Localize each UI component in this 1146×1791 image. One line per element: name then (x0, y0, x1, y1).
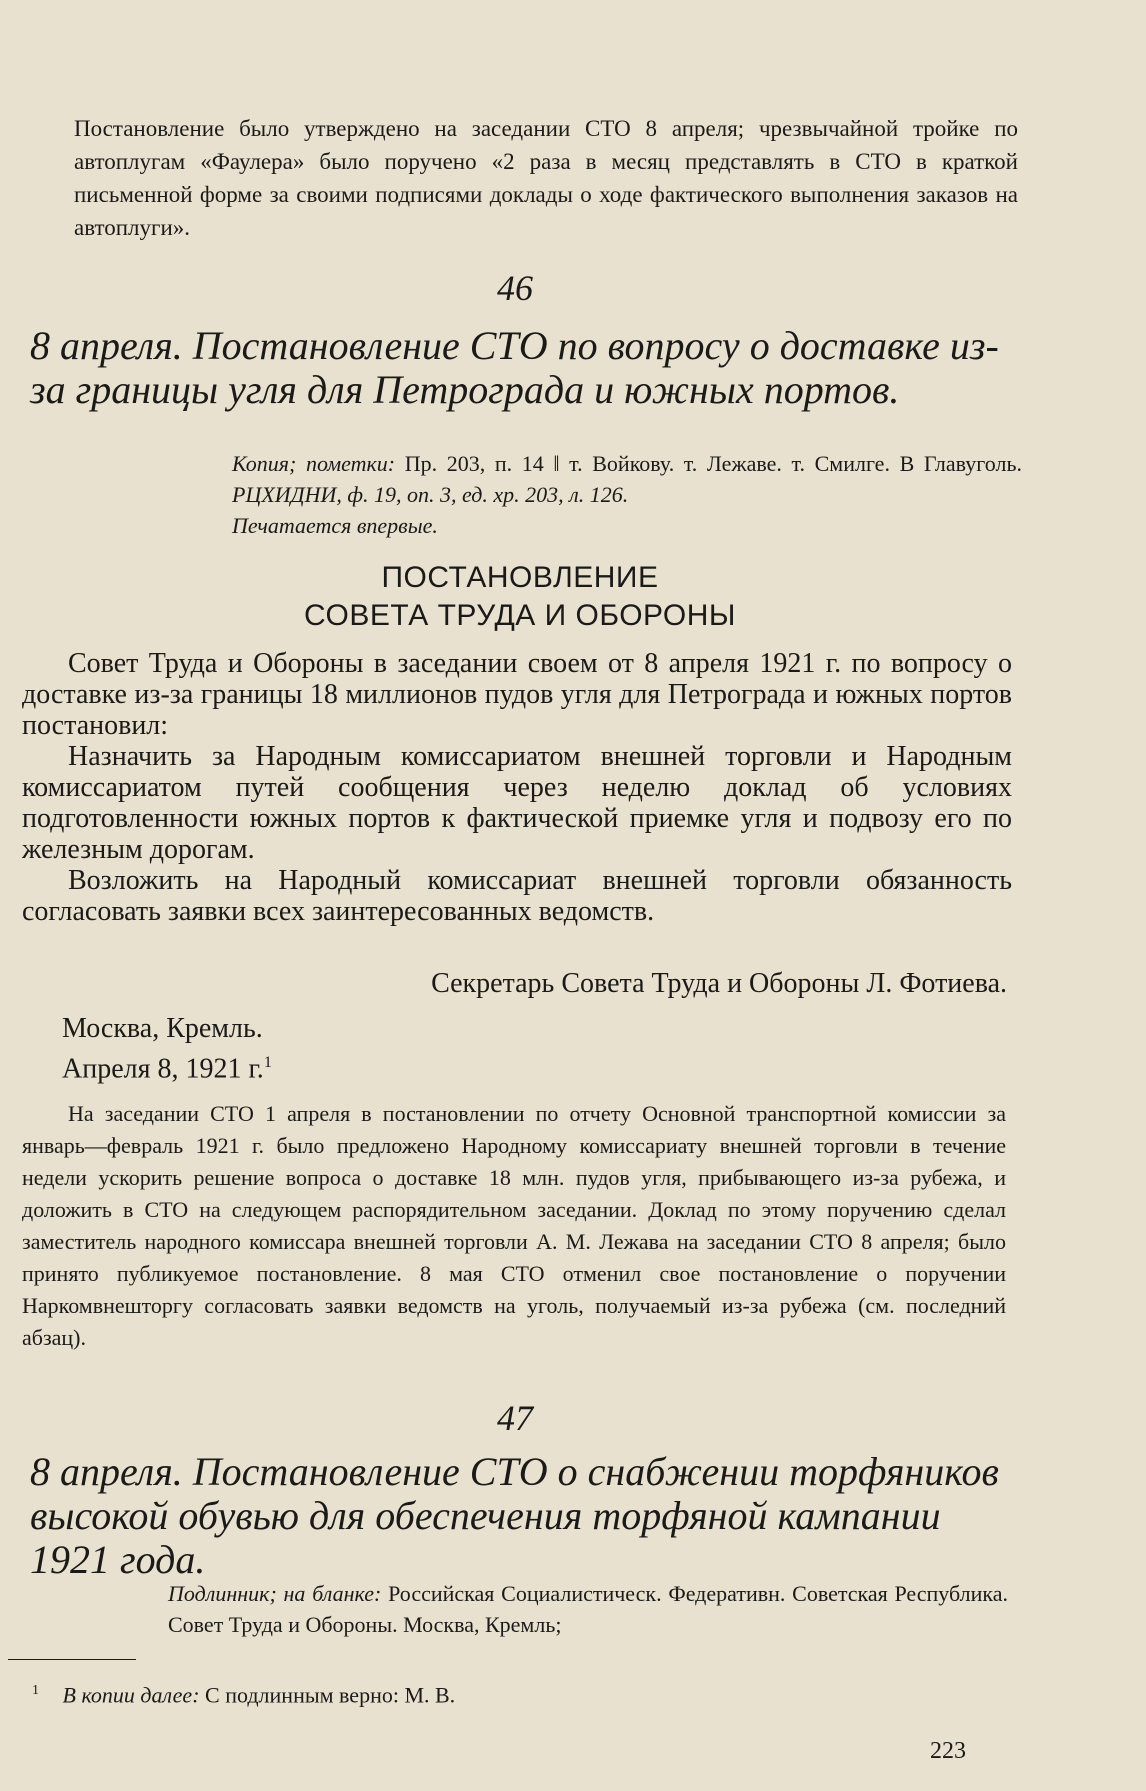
paragraph-1: Совет Труда и Обороны в заседании своем от 8 апреля 1921 г. по вопросу о доставке из-за границы 18 миллионов пудов угля для Петрограда и южных портов постановил: (22, 648, 1012, 741)
source-label: Копия; пометки: (232, 451, 396, 476)
footnote-divider (8, 1659, 136, 1660)
council-title: СОВЕТА ТРУДА И ОБОРОНЫ (304, 599, 736, 632)
archive-reference: РЦХИДНИ, ф. 19, оп. 3, ед. хр. 203, л. 126. (232, 482, 629, 507)
signature: Секретарь Совета Труда и Обороны Л. Фотиева. (431, 968, 1007, 999)
footnote-text: С подлинным верно: М. В. (205, 1682, 456, 1708)
resolution-title: ПОСТАНОВЛЕНИЕ (381, 561, 659, 594)
source-reference-47 (168, 1578, 1008, 1640)
document-heading-46: 8 апреля. Постановление СТО по вопросу о доставке из-за границы угля для Петрограда и южных портов. (30, 323, 999, 412)
page-number: 223 (930, 1738, 966, 1764)
footnote-number: 1 (32, 1683, 39, 1698)
source-label: Подлинник; на бланке: (168, 1581, 382, 1606)
source-text: Российская Социалистическ. Федеративн. Советская Республика. Совет Труда и Обороны. Москва, Кремль; (168, 1581, 1009, 1637)
date: Апреля 8, 1921 г. (62, 1053, 264, 1085)
paragraph-2: Назначить за Народным комиссариатом внешней торговли и Народным комиссариатом путей сообщения через неделю доклад об условиях подготовленности южных портов к фактической приемке угля и подвозу его по железным дорогам. (22, 741, 1012, 865)
footnote-label: В копии далее: (62, 1682, 200, 1708)
date-line (62, 1046, 562, 1086)
editorial-note-46: На заседании СТО 1 апреля в постановлении по отчету Основной транспортной комиссии за январь—февраль 1921 г. было предложено Народному комиссариату внешней торговли в течение недели ускорить решение вопроса о доставке 18 млн. пудов угля, прибывающего из-за рубежа, и доложить в СТО на следующем распорядительном заседании. Доклад по этому поручению сделал заместитель народного комиссара внешней торговли А. М. Лежава на заседании СТО 8 апреля; было принято публикуемое постановление. 8 мая СТО отменил свое постановление о поручении Наркомвнешторгу согласовать заявки ведомств на уголь, получаемый из-за рубежа (см. последний абзац). (22, 1101, 1006, 1350)
publication-note: Печатается впервые. (232, 513, 438, 538)
source-reference-46 (232, 448, 1022, 541)
footnote (32, 1676, 850, 1710)
document-heading-47: 8 апреля. Постановление СТО о снабжении торфяников высокой обувью для обеспечения торфяной кампании 1921 года. (30, 1449, 999, 1582)
document-number-46: 46 (497, 268, 533, 308)
document-number-47: 47 (497, 1398, 533, 1438)
place: Москва, Кремль. (62, 1013, 263, 1044)
intro-note: Постановление было утверждено на заседании СТО 8 апреля; чрезвычайной тройке по автоплугам «Фаулера» было поручено «2 раза в месяц представлять в СТО в краткой письменной форме за своими подписями доклады о ходе фактического выполнения заказов на автоплуги». (74, 116, 1018, 240)
resolution-body (22, 648, 1012, 927)
footnote-mark: 1 (263, 1054, 272, 1071)
paragraph-3: Возложить на Народный комиссариат внешней торговли обязанность согласовать заявки всех заинтересованных ведомств. (22, 865, 1012, 927)
source-text: Пр. 203, п. 14 ‖ т. Войкову. т. Лежаве. т. Смилге. В Главуголь. (404, 451, 1022, 476)
